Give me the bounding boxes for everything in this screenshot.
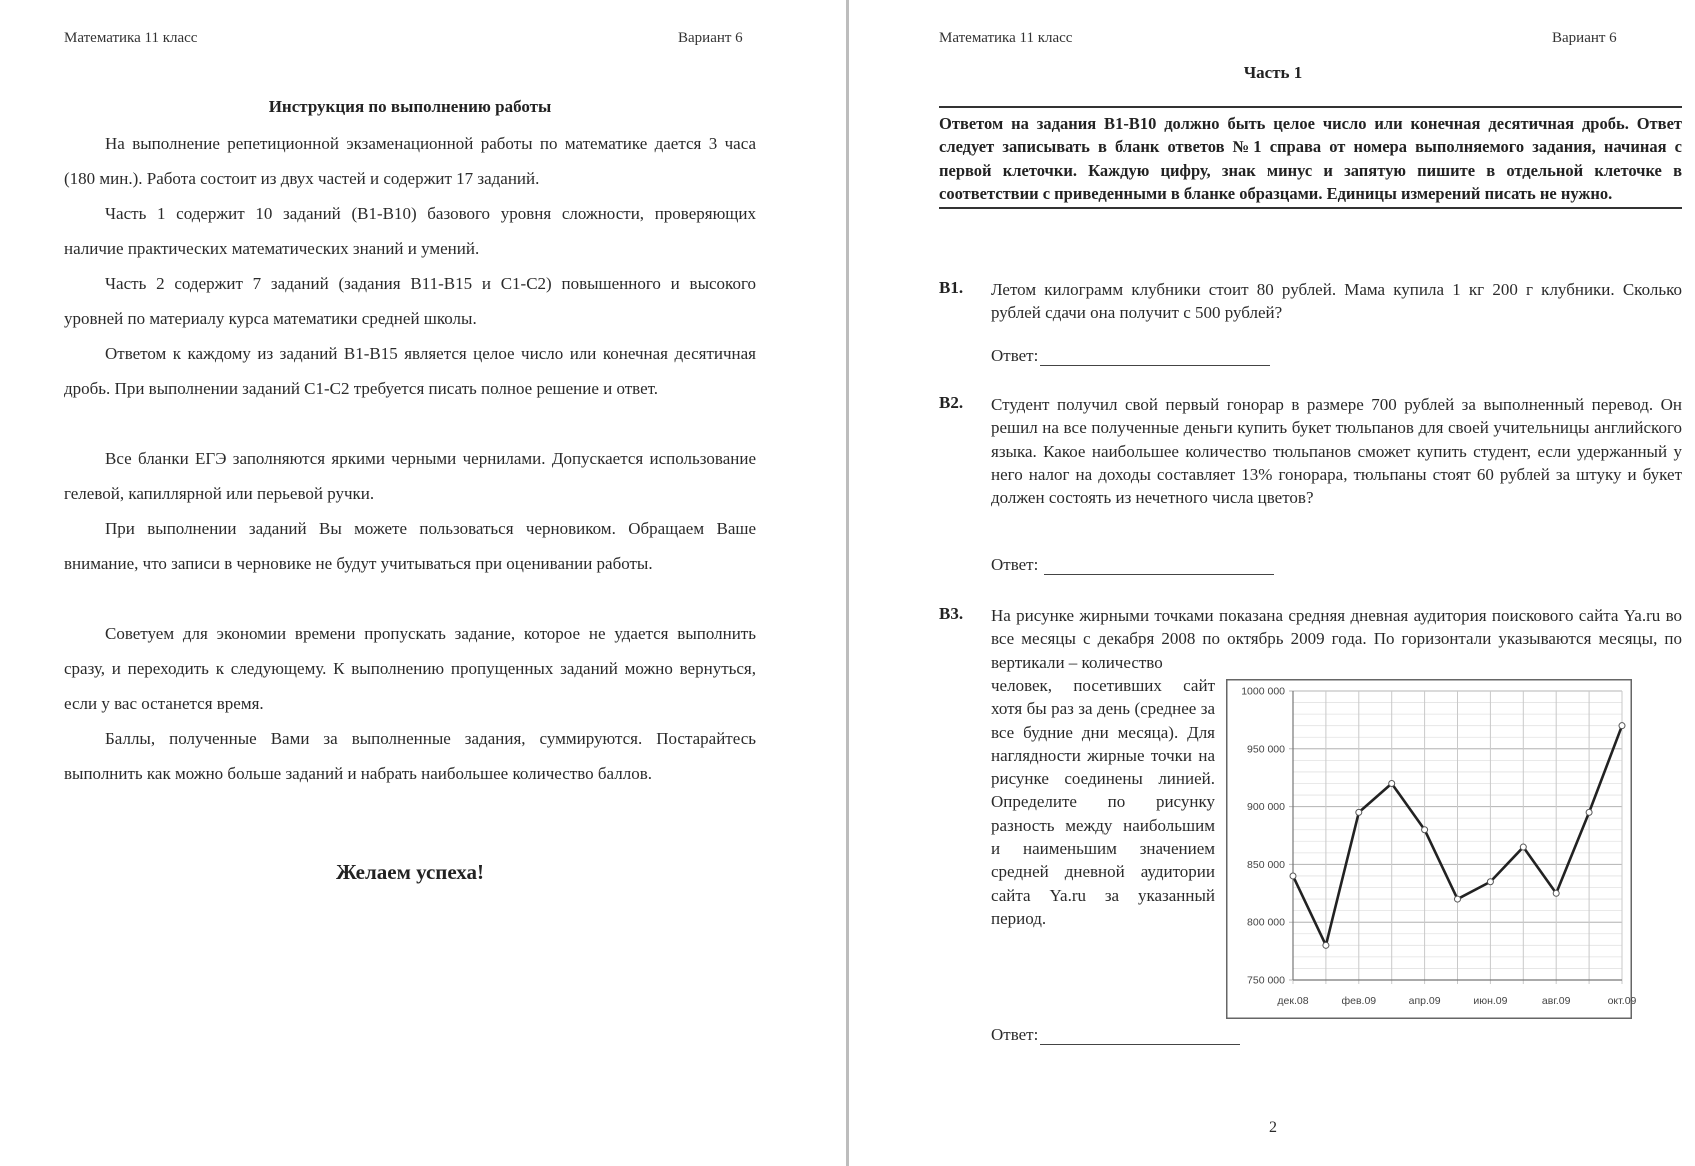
y-tick-label: 1000 000 (1241, 685, 1285, 698)
data-point (1356, 809, 1362, 815)
question-text-b1: Летом килограмм клубники стоит 80 рублей. Мама купила 1 кг 200 г клубники. Сколько рублей сдачи она получит с 500 рублей? (991, 280, 1682, 323)
data-point (1455, 896, 1461, 902)
part-title: Часть 1 (1243, 63, 1303, 82)
answer-field-b2[interactable] (991, 555, 1274, 575)
data-point (1487, 879, 1493, 885)
y-tick-label: 750 000 (1247, 974, 1285, 987)
right-page (851, 0, 1695, 1166)
page-divider (846, 0, 849, 1166)
question-number-b1: В1. (939, 278, 964, 297)
answer-notice: Ответом на задания В1-В10 должно быть целое число или конечная десятичная дробь. Ответ следует записывать в бланк ответов №1 справа от номера выполняемого задания, начиная с первой клеточки. Каждую цифру, знак минус и запятую пишите в отдельной клеточке в соответствии с приведенными в бланке образцами. Единицы измерений писать не нужно. (939, 106, 1682, 209)
x-tick-label: апр.09 (1408, 995, 1441, 1007)
instruction-paragraph: Часть 1 содержит 10 заданий (В1-В10) базового уровня сложности, проверяющих наличие практических математических знаний и умений. (64, 204, 756, 258)
x-tick-label: дек.08 (1277, 995, 1309, 1007)
chart-frame (1227, 680, 1632, 1019)
instruction-paragraph: На выполнение репетиционной экзаменационной работы по математике дается 3 часа (180 мин.). Работа состоит из двух частей и содержит 17 заданий. (64, 134, 756, 188)
question-number-b3: В3. (939, 604, 964, 623)
instruction-paragraph: Баллы, полученные Вами за выполненные задания, суммируются. Постарайтесь выполнить как можно больше заданий и набрать наибольшее количество баллов. (64, 729, 756, 783)
data-point (1389, 780, 1395, 786)
answer-label: Ответ: (991, 555, 1039, 574)
data-point (1520, 844, 1526, 850)
header-subject: Математика 11 класс (64, 30, 198, 46)
data-point (1619, 723, 1625, 729)
question-text-b3-side: человек, посетивших сайт хотя бы раз за день (среднее за все будние дни месяца). Для наглядности жирные точки на рисунке соединены линией. Определите по рисунку разность между наибольшим и наименьшим значением средней дневной аудитории сайта Ya.ru за указанный период. (991, 676, 1215, 928)
answer-label: Ответ: (991, 1025, 1039, 1044)
page-number: 2 (1269, 1119, 1277, 1136)
header-variant: Вариант 6 (1552, 30, 1617, 46)
data-point (1553, 890, 1559, 896)
y-tick-label: 850 000 (1247, 858, 1285, 871)
data-point (1290, 873, 1296, 879)
instruction-paragraph: При выполнении заданий Вы можете пользоваться черновиком. Обращаем Ваше внимание, что записи в черновике не будут учитываться при оценивании работы. (64, 519, 756, 573)
good-luck-text: Желаем успеха! (335, 860, 485, 884)
instruction-paragraph: Ответом к каждому из заданий В1-В15 является целое число или конечная десятичная дробь. При выполнении заданий С1-С2 требуется писать полное решение и ответ. (64, 344, 756, 398)
answer-line[interactable] (1040, 1026, 1240, 1045)
instruction-paragraph: Все бланки ЕГЭ заполняются яркими черными чернилами. Допускается использование гелевой, капиллярной или перьевой ручки. (64, 449, 756, 503)
answer-field-b3[interactable] (991, 1025, 1240, 1045)
y-tick-label: 950 000 (1247, 743, 1285, 756)
y-tick-label: 900 000 (1247, 801, 1285, 814)
instruction-paragraph: Часть 2 содержит 7 заданий (задания В11-В15 и С1-С2) повышенного и высокого уровней по материалу курса математики средней школы. (64, 274, 756, 328)
question-text-b2: Студент получил свой первый гонорар в размере 700 рублей за выполненный перевод. Он решил на все полученные деньги купить букет тюльпанов для своей учительницы английского языка. Какое наибольшее количество тюльпанов сможет купить студент, если удержанный у него налог на доходы составляет 13% гонорара, тюльпаны стоят 60 рублей за штуку и букет должен состоять из нечетного числа цветов? (991, 395, 1682, 508)
y-tick-label: 800 000 (1247, 916, 1285, 929)
instruction-title: Инструкция по выполнению работы (268, 97, 552, 116)
question-number-b2: В2. (939, 393, 964, 412)
header-subject: Математика 11 класс (939, 30, 1073, 46)
header-variant: Вариант 6 (678, 30, 743, 46)
instruction-paragraph: Советуем для экономии времени пропускать задание, которое не удается выполнить сразу, и переходить к следующему. К выполнению пропущенных заданий можно вернуться, если у вас останется время. (64, 624, 756, 713)
data-point (1586, 809, 1592, 815)
x-tick-label: июн.09 (1473, 995, 1508, 1007)
answer-line[interactable] (1044, 556, 1274, 575)
data-point (1422, 827, 1428, 833)
x-tick-label: фев.09 (1341, 995, 1377, 1007)
question-text-b3: На рисунке жирными точками показана средняя дневная аудитория поискового сайта Ya.ru во все месяцы с декабря 2008 по октябрь 2009 года. По горизонтали указываются месяцы, по вертикали – количество (991, 606, 1682, 672)
x-tick-label: авг.09 (1541, 995, 1571, 1007)
answer-line[interactable] (1040, 347, 1270, 366)
audience-line-chart (1226, 679, 1637, 1019)
left-page (0, 0, 846, 1166)
data-point (1323, 942, 1329, 948)
answer-label: Ответ: (991, 346, 1039, 365)
x-tick-label: окт.09 (1607, 995, 1637, 1007)
answer-field-b1[interactable] (991, 346, 1270, 366)
